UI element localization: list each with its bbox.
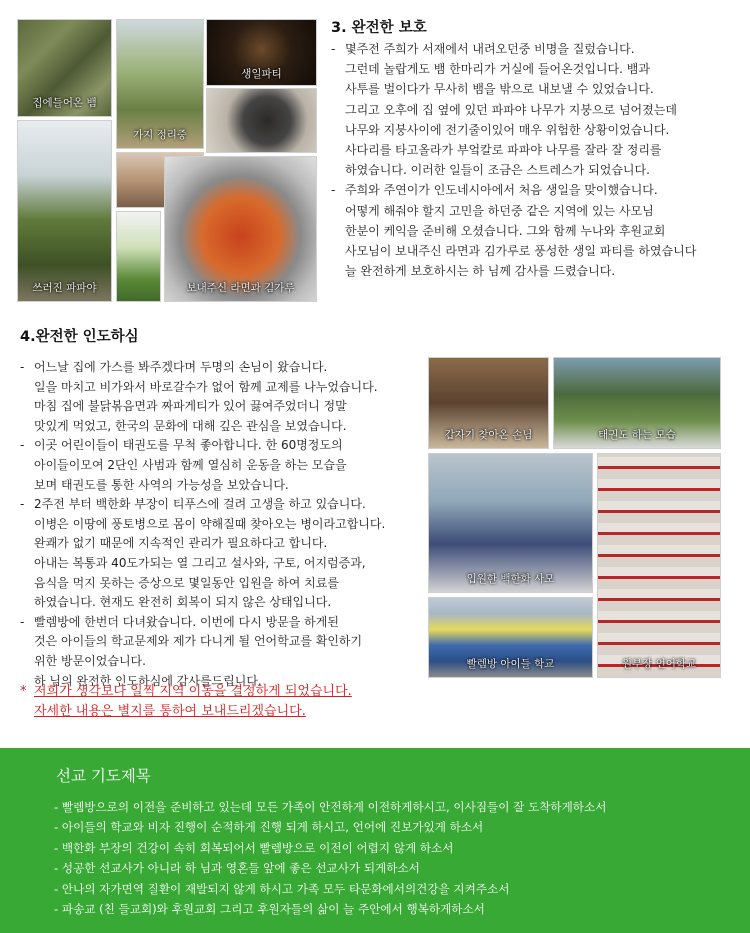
text-line: 빨렘방에 한번더 다녀왔습니다. 이번에 다시 방문을 하게된 xyxy=(34,614,339,629)
text-line: 그리고 오후에 집 옆에 있던 파파야 나무가 지붕으로 넘어졌는데 xyxy=(345,102,677,117)
text-line: 그런데 놀랍게도 뱀 한마리가 거실에 들어온것입니다. 뱀과 xyxy=(345,62,650,77)
text-line: 주희와 주연이가 인도네시아에서 처음 생일을 맞이했습니다. xyxy=(345,183,658,198)
photo-school xyxy=(428,597,593,678)
text-line: 마침 집에 불닭볶음면과 짜파게티가 있어 끓여주었더니 정말 xyxy=(34,399,347,414)
dash: - xyxy=(331,42,336,56)
photo-snake xyxy=(17,19,112,117)
text-line: 아내는 복통과 40도가되는 열 그리고 설사와, 구토, 어지럼증과, xyxy=(34,555,366,570)
prayer-item: - 성공한 선교사가 아니라 하 님과 영혼들 앞에 좋은 선교사가 되게하소서 xyxy=(54,861,420,876)
prayer-list xyxy=(54,797,606,919)
photo-caption: 보내주신 라면과 김가루 xyxy=(186,282,295,294)
prayer-item: - 아이들의 학교와 비자 진행이 순적하게 진행 되게 하시고, 언어에 진보가있게 하소서 xyxy=(54,820,484,835)
prayer-title: 선교 기도제목 xyxy=(56,767,151,785)
photo-caption: 빨렘방 아이들 학교 xyxy=(466,658,555,670)
photo-caption: 쓰러진 파파야 xyxy=(32,282,97,294)
section-3-body xyxy=(331,39,696,281)
section-3-title: 3. 완전한 보호 xyxy=(331,20,427,36)
text-line: 한분이 케익을 준비해 오셨습니다. 그와 함께 누나와 후원교회 xyxy=(345,223,666,238)
text-line: 것은 아이들의 학교문제와 제가 다니게 될 언어학교를 확인하기 xyxy=(34,634,363,649)
text-line: 보며 태권도를 통한 사역의 가능성을 보았습니다. xyxy=(34,477,289,492)
text-line: 일을 마치고 비가와서 바로갈수가 없어 함께 교제를 나누었습니다. xyxy=(34,379,378,394)
dash: - xyxy=(20,438,25,453)
text-line: 사모님이 보내주신 라면과 김가루로 풍성한 생일 파티를 하였습니다 xyxy=(345,244,697,259)
prayer-item: - 백한화 부장의 건강이 속히 회복되어서 빨렘방으로 이전이 어렵지 않게 하소서 xyxy=(54,840,454,855)
text-line: 사다리를 타고올라가 부엌칼로 파파야 나무를 잘라 잘 정리를 xyxy=(345,143,662,158)
star: * xyxy=(20,684,27,699)
section-4-item-1 xyxy=(20,358,385,436)
photo-caption: 입원한 백한화 사모 xyxy=(466,573,555,585)
text-line: 늘 완전하게 보호하시는 하 님께 감사를 드렸습니다. xyxy=(345,264,616,279)
photo-birthday-party xyxy=(206,19,317,86)
photo-language-school xyxy=(597,453,721,678)
photo-caption: 태권도 하는 모습 xyxy=(598,429,676,441)
text-line: 어떻게 해줘야 할지 고민을 하던중 같은 지역에 있는 사모님 xyxy=(345,203,654,218)
text-line: 2주전 부터 백한화 부장이 티푸스에 걸려 고생을 하고 있습니다. xyxy=(34,497,366,512)
photo-caption: 갑자기 찾아온 손님 xyxy=(444,429,533,441)
prayer-item: - 안나의 자가면역 질환이 재발되지 않게 하시고 가족 모두 타문화에서의건강을 지켜주소서 xyxy=(54,881,510,896)
section-4-item-2 xyxy=(20,436,385,495)
photo-branch-trimming xyxy=(116,19,204,149)
text-line: 이곳 어린이들이 태권도를 무척 좋아합니다. 한 60명정도의 xyxy=(34,438,343,453)
text-line: 음식을 먹지 못하는 증상으로 몇일동안 입원을 하여 치료를 xyxy=(34,575,339,590)
text-line: 완쾌가 없기 때문에 지속적인 관리가 필요하다고 합니다. xyxy=(34,536,328,551)
dash: - xyxy=(20,497,25,512)
prayer-section xyxy=(0,748,750,933)
photo-caption: 생일파티 xyxy=(241,68,282,80)
text-line: 위한 방문이었습니다. xyxy=(34,653,146,668)
section-3-item-1 xyxy=(331,39,696,180)
text-line: 하였습니다. 현재도 완전히 회복이 되지 않은 상태입니다. xyxy=(34,595,332,610)
text-line: 맛있게 먹었고, 한국의 문화에 대해 깊은 관심을 보였습니다. xyxy=(34,418,347,433)
notice-line: 저희가 생각보다 일찍 지역 이동을 결정하게 되었습니다. xyxy=(34,684,352,699)
section-4-item-3 xyxy=(20,495,385,613)
dash: - xyxy=(331,183,336,198)
section-3-item-2 xyxy=(331,180,696,281)
photo-caption: 집에들어온 뱀 xyxy=(32,97,97,109)
dash: - xyxy=(20,614,25,629)
prayer-item: - 빨렘방으로의 이전을 준비하고 있는데 모든 가족이 안전하게 이전하게하시고, 이사짐들이 잘 도착하게하소서 xyxy=(54,800,607,814)
text-line: 아이들이모여 2단인 사범과 함께 열심히 운동을 하는 모습을 xyxy=(34,457,347,472)
section-4-item-4 xyxy=(20,613,385,691)
photo-food xyxy=(206,88,317,153)
text-line: 이병은 이땅에 풍토병으로 몸이 약해질때 찾아오는 병이라고합니다. xyxy=(34,516,386,531)
photo-fallen-papaya xyxy=(17,120,112,302)
photo-hospital xyxy=(428,453,593,593)
text-line: 어느날 집에 가스를 봐주겠다며 두명의 손님이 왔습니다. xyxy=(34,360,328,374)
text-line: 몇주전 주희가 서재에서 내려오던중 비명을 질렀습니다. xyxy=(345,42,635,56)
text-line: 나무와 지붕사이에 전기줄이있어 매우 위험한 상황이었습니다. xyxy=(345,122,670,137)
photo-caption: 원부장 언어학교 xyxy=(621,658,697,670)
photo-ramen xyxy=(164,156,317,302)
notice-line: 자세한 내용은 별지를 통하여 보내드리겠습니다. xyxy=(34,704,306,719)
photo-plant xyxy=(116,211,161,302)
notice xyxy=(20,682,352,722)
section-4-body xyxy=(20,358,385,691)
prayer-item: - 파송교 (친 들교회)와 후원교회 그리고 후원자들의 삶이 늘 주안에서 행복하게하소서 xyxy=(54,902,485,917)
text-line: 사투를 벌이다가 무사히 뱀을 밖으로 내보낼 수 있었습니다. xyxy=(345,82,654,97)
text-line: 하였습니다. 이러한 일들이 조금은 스트레스가 되었습니다. xyxy=(345,163,650,178)
text-line: 하 님의 완전한 인도하심에 감사를드립니다. xyxy=(34,673,262,688)
photo-caption: 가지 정리중 xyxy=(132,129,188,141)
section-4-title: 4.완전한 인도하심 xyxy=(20,329,139,345)
photo-guests xyxy=(428,357,549,449)
photo-taekwondo xyxy=(553,357,721,449)
dash: - xyxy=(20,360,25,374)
